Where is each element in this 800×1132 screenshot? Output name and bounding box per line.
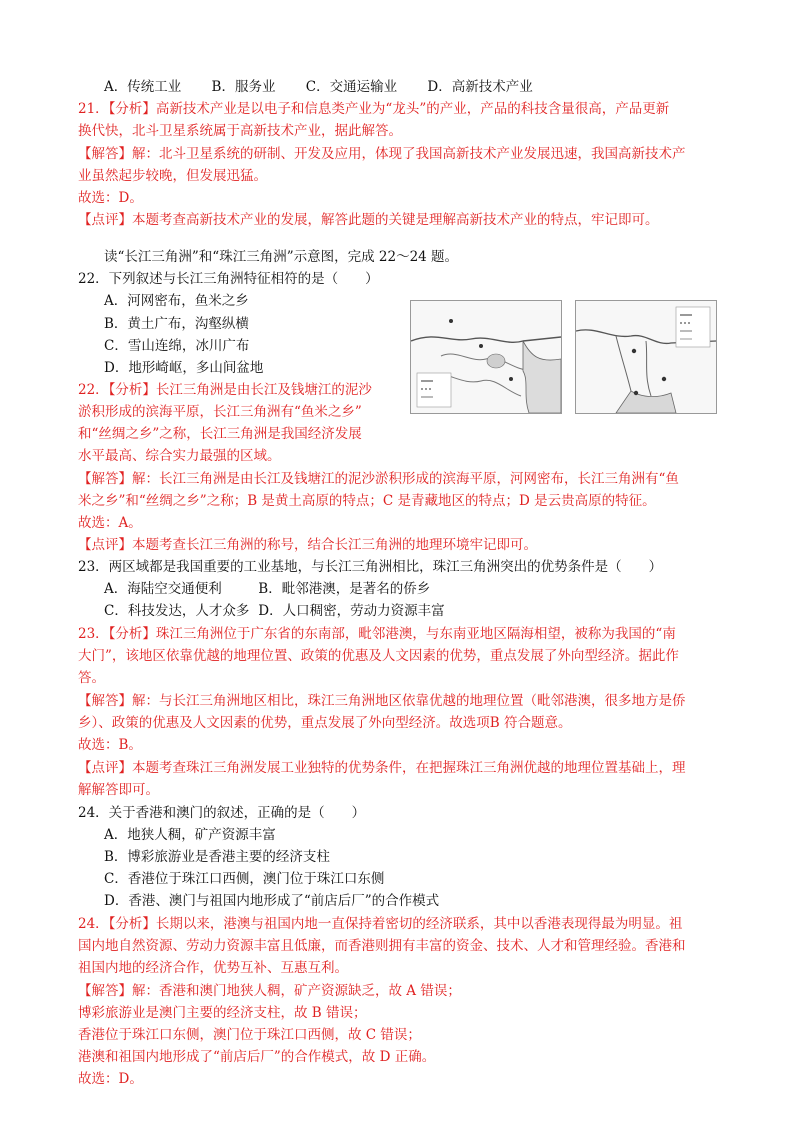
- q23-comment-line: 解解答即可。: [78, 782, 159, 798]
- q21-option-d: D．高新技术产业: [427, 79, 533, 95]
- q24-answer-line: 港澳和祖国内地形成了“前店后厂”的合作模式，故 D 正确。: [78, 1049, 436, 1065]
- yangtze-delta-map: [410, 300, 562, 414]
- q22-analysis-line: 水平最高、综合实力最强的区域。: [78, 448, 281, 464]
- q21-option-b: B．服务业: [211, 79, 276, 95]
- q21-choice: 故选：D。: [78, 190, 143, 206]
- q22-analysis-line: 和“丝绸之乡”之称，长江三角洲是我国经济发展: [78, 426, 362, 442]
- q24-analysis-line: 祖国内地的经济合作，优势互补、互惠互利。: [78, 960, 348, 976]
- q24-answer-line: 博彩旅游业是澳门主要的经济支柱，故 B 错误；: [78, 1005, 367, 1021]
- section-intro: 读“长江三角洲”和“珠江三角洲”示意图，完成 22～24 题。: [104, 249, 459, 265]
- q23-analysis-line: 23．【分析】珠江三角洲位于广东省的东南部，毗邻港澳，与东南亚地区隔海相望，被称为我国的“南: [78, 626, 676, 642]
- q21-option-a: A．传统工业: [104, 79, 182, 95]
- q22-option-a: A．河网密布，鱼米之乡: [104, 293, 249, 309]
- q23-choice: 故选：B。: [78, 737, 142, 753]
- q22-option-b: B．黄土广布，沟壑纵横: [104, 316, 249, 332]
- yangtze-delta-map-icon: [411, 301, 561, 413]
- q23-analysis-line: 大门”，该地区依靠优越的地理位置、政策的优惠及人文因素的优势，重点发展了外向型经济。据此作: [78, 648, 679, 664]
- q22-stem: 22．下列叙述与长江三角洲特征相符的是（ ）: [78, 271, 379, 287]
- q23-stem: 23．两区域都是我国重要的工业基地，与长江三角洲相比，珠江三角洲突出的优势条件是（ ）: [78, 559, 663, 575]
- q21-comment: 【点评】本题考查高新技术产业的发展，解答此题的关键是理解高新技术产业的特点，牢记即可。: [78, 212, 659, 228]
- q23-answer-line: 乡）、政策的优惠及人文因素的优势，重点发展了外向型经济。故选项B 符合题意。: [78, 715, 572, 731]
- q21-analysis-line: 21．【分析】高新技术产业是以电子和信息类产业为“龙头”的产业，产品的科技含量很高，产品更新: [78, 101, 670, 117]
- q24-analysis-line: 国内地自然资源、劳动力资源丰富且低廉，而香港则拥有丰富的资金、技术、人才和管理经验。香港和: [78, 938, 686, 954]
- q21-options: [104, 76, 730, 98]
- q22-choice: 故选：A。: [78, 515, 142, 531]
- q21-option-c: C．交通运输业: [305, 79, 398, 95]
- q22-analysis-line: 22．【分析】长江三角洲是由长江及钱塘江的泥沙: [78, 382, 372, 398]
- q22-option-d: D．地形崎岖，多山间盆地: [104, 360, 264, 376]
- q23-options-row: [104, 600, 730, 622]
- q24-answer-line: 香港位于珠江口东侧，澳门位于珠江口西侧，故 C 错误；: [78, 1027, 421, 1043]
- q22-analysis-line: 淤积形成的滨海平原，长江三角洲有“鱼米之乡”: [78, 404, 362, 420]
- q24-option-a: A．地狭人稠，矿产资源丰富: [104, 827, 276, 843]
- q21-answer-line: 【解答】解：北斗卫星系统的研制、开发及应用，体现了我国高新技术产业发展迅速，我国高新技术产: [78, 146, 686, 162]
- pearl-delta-map-icon: [576, 301, 716, 413]
- q23-analysis-line: 答。: [78, 670, 105, 686]
- q21-answer-line: 业虽然起步较晚，但发展迅猛。: [78, 168, 267, 184]
- q24-answer-line: 【解答】解：香港和澳门地狭人稠，矿产资源缺乏，故 A 错误；: [78, 983, 461, 999]
- q22-answer-line: 米之乡”和“丝绸之乡”之称；B 是黄土高原的特点；C 是青藏地区的特点；D 是云贵高原的特征。: [78, 493, 656, 509]
- q22-comment: 【点评】本题考查长江三角洲的称号，结合长江三角洲的地理环境牢记即可。: [78, 537, 537, 553]
- q23-option-b: B．毗邻港澳，是著名的侨乡: [258, 581, 431, 597]
- q24-option-b: B．博彩旅游业是香港主要的经济支柱: [104, 849, 330, 865]
- q23-option-a: A．海陆空交通便利: [104, 581, 222, 597]
- pearl-delta-map: [575, 300, 717, 414]
- q23-options-row: [104, 578, 730, 600]
- q22-answer-line: 【解答】解：长江三角洲是由长江及钱塘江的泥沙淤积形成的滨海平原，河网密布，长江三角洲有“鱼: [78, 471, 679, 487]
- q24-analysis-line: 24．【分析】长期以来，港澳与祖国内地一直保持着密切的经济联系，其中以香港表现得最为明显。祖: [78, 916, 683, 932]
- q24-option-d: D．香港、澳门与祖国内地形成了“前店后厂”的合作模式: [104, 893, 440, 909]
- q23-option-d: D．人口稠密，劳动力资源丰富: [258, 603, 445, 619]
- q23-comment-line: 【点评】本题考查珠江三角洲发展工业独特的优势条件，在把握珠江三角洲优越的地理位置基础上，理: [78, 760, 686, 776]
- q21-analysis-line: 换代快，北斗卫星系统属于高新技术产业，据此解答。: [78, 123, 402, 139]
- q23-answer-line: 【解答】解：与长江三角洲地区相比，珠江三角洲地区依靠优越的地理位置（毗邻港澳，很多地方是侨: [78, 693, 686, 709]
- q22-option-c: C．雪山连绵，冰川广布: [104, 338, 250, 354]
- q24-choice: 故选：D。: [78, 1071, 143, 1087]
- q23-option-c: C．科技发达，人才众多: [104, 603, 250, 619]
- q24-stem: 24．关于香港和澳门的叙述，正确的是（ ）: [78, 805, 366, 821]
- q24-option-c: C．香港位于珠江口西侧，澳门位于珠江口东侧: [104, 871, 385, 887]
